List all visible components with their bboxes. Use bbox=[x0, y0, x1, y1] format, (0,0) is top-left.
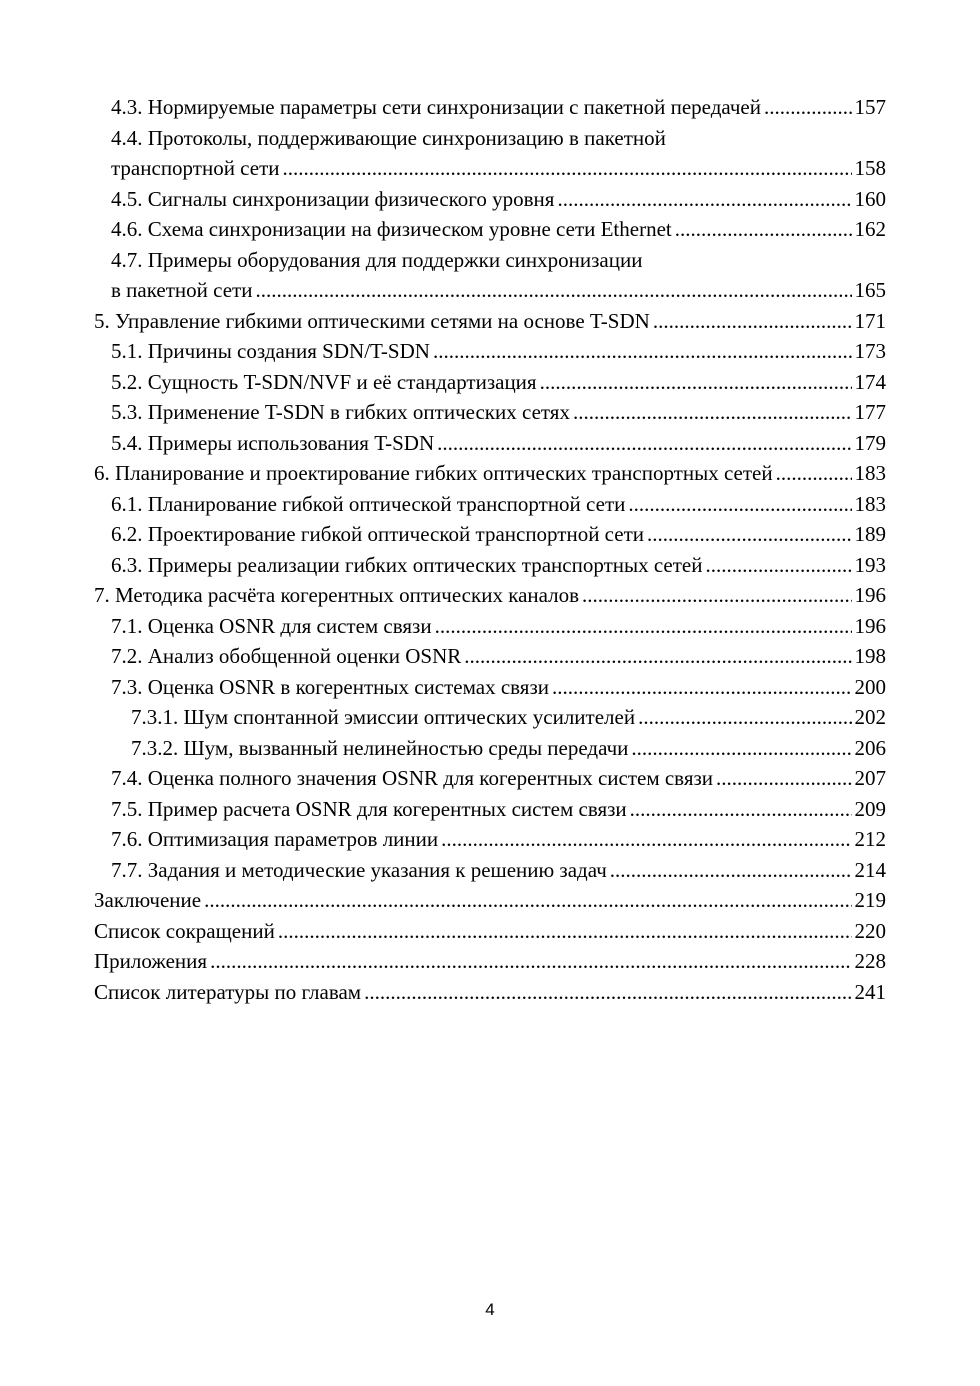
toc-entry-title-line1: 4.7. Примеры оборудования для поддержки синхронизации bbox=[111, 247, 643, 272]
dot-leader bbox=[441, 824, 851, 855]
toc-entry-title: 6. Планирование и проектирование гибких оптических транспортных сетей bbox=[94, 461, 773, 485]
toc-entry-page: 160 bbox=[854, 186, 886, 211]
toc-entry-title: 5.2. Сущность T-SDN/NVF и её стандартизация bbox=[111, 369, 537, 394]
toc-entry-title-line1: 4.4. Протоколы, поддерживающие синхронизацию в пакетной bbox=[111, 125, 666, 150]
toc-entry-title: 7.3. Оценка OSNR в когерентных системах связи bbox=[111, 674, 549, 699]
dot-leader bbox=[255, 275, 851, 306]
toc-entry-title: Список сокращений bbox=[94, 918, 275, 943]
toc-entry-page: 228 bbox=[854, 949, 886, 973]
toc-entry-5[interactable] bbox=[94, 306, 886, 337]
dot-leader bbox=[675, 214, 852, 245]
toc-entry-page: 212 bbox=[854, 827, 886, 851]
toc-entry-page: 196 bbox=[854, 583, 886, 607]
toc-entry-title: 7.3.2. Шум, вызванный нелинейностью среды передачи bbox=[131, 735, 629, 760]
toc-entry-page: 177 bbox=[854, 400, 886, 424]
toc-entry-page: 157 bbox=[854, 95, 886, 119]
toc-entry-7-7[interactable] bbox=[94, 855, 886, 886]
dot-leader bbox=[776, 458, 852, 489]
toc-entry-title: 4.3. Нормируемые параметры сети синхронизации с пакетной передачей bbox=[111, 95, 761, 119]
dot-leader bbox=[573, 397, 852, 428]
toc-entry-title: в пакетной сети bbox=[111, 278, 253, 302]
dot-leader bbox=[283, 153, 852, 184]
toc-entry-4-5[interactable] bbox=[94, 184, 886, 215]
toc-entry-7-6[interactable] bbox=[94, 824, 886, 855]
toc-entry-7[interactable] bbox=[94, 580, 886, 611]
toc-entry-7-1[interactable] bbox=[94, 611, 886, 642]
toc-entry-6[interactable] bbox=[94, 458, 886, 489]
page-number: 4 bbox=[485, 1300, 495, 1319]
dot-leader bbox=[364, 977, 851, 1008]
dot-leader bbox=[557, 184, 851, 215]
toc-entry-page: 206 bbox=[854, 735, 886, 760]
toc-entry-conclusion[interactable] bbox=[94, 885, 886, 916]
dot-leader bbox=[716, 763, 851, 794]
dot-leader bbox=[204, 885, 851, 916]
toc-entry-page: 189 bbox=[854, 522, 886, 546]
toc-entry-title: Заключение bbox=[94, 888, 202, 912]
dot-leader bbox=[437, 428, 851, 459]
toc-entry-5-2[interactable] bbox=[94, 367, 886, 398]
toc-entry-4-7[interactable] bbox=[94, 275, 886, 306]
toc-entry-title: транспортной сети bbox=[111, 156, 280, 180]
toc-entry-title: 6.1. Планирование гибкой оптической транспортной сети bbox=[111, 491, 626, 516]
dot-leader bbox=[653, 306, 852, 337]
toc-entry-7-2[interactable] bbox=[94, 641, 886, 672]
toc-entry-page: 162 bbox=[854, 217, 886, 241]
toc-entry-title: Список литературы по главам bbox=[94, 979, 362, 1004]
dot-leader bbox=[582, 580, 851, 611]
toc-entry-4-4-line1[interactable] bbox=[94, 123, 886, 154]
table-of-contents bbox=[94, 92, 886, 1007]
toc-entry-title: 4.5. Сигналы синхронизации физического уровня bbox=[111, 186, 555, 211]
toc-entry-page: 183 bbox=[854, 491, 886, 516]
toc-entry-page: 209 bbox=[854, 796, 886, 821]
dot-leader bbox=[631, 733, 851, 764]
toc-entry-abbreviations[interactable] bbox=[94, 916, 886, 947]
toc-entry-title: 7.1. Оценка OSNR для систем связи bbox=[111, 613, 432, 638]
dot-leader bbox=[638, 702, 851, 733]
toc-entry-title: 7. Методика расчёта когерентных оптических каналов bbox=[94, 583, 580, 607]
dot-leader bbox=[210, 946, 851, 977]
toc-entry-title: 6.2. Проектирование гибкой оптической транспортной сети bbox=[111, 522, 644, 546]
toc-entry-title: 5. Управление гибкими оптическими сетями на основе T-SDN bbox=[94, 308, 650, 333]
toc-entry-title: 7.3.1. Шум спонтанной эмиссии оптических усилителей bbox=[131, 705, 636, 729]
toc-entry-appendices[interactable] bbox=[94, 946, 886, 977]
toc-entry-page: 171 bbox=[854, 308, 886, 333]
toc-entry-page: 241 bbox=[854, 979, 886, 1004]
toc-entry-page: 179 bbox=[854, 430, 886, 455]
dot-leader bbox=[628, 489, 851, 520]
toc-entry-page: 193 bbox=[854, 552, 886, 577]
toc-entry-references[interactable] bbox=[94, 977, 886, 1008]
toc-entry-5-1[interactable] bbox=[94, 336, 886, 367]
toc-entry-title: 7.6. Оптимизация параметров линии bbox=[111, 827, 439, 851]
toc-entry-4-7-line1[interactable] bbox=[94, 245, 886, 276]
toc-entry-page: 214 bbox=[854, 857, 886, 882]
toc-entry-page: 200 bbox=[854, 674, 886, 699]
toc-entry-page: 158 bbox=[854, 156, 886, 180]
toc-entry-6-3[interactable] bbox=[94, 550, 886, 581]
toc-entry-7-3-1[interactable] bbox=[94, 702, 886, 733]
toc-entry-page: 198 bbox=[854, 644, 886, 668]
toc-entry-page: 219 bbox=[854, 888, 886, 912]
toc-entry-title: 4.6. Схема синхронизации на физическом уровне сети Ethernet bbox=[111, 217, 672, 241]
toc-entry-page: 220 bbox=[854, 918, 886, 943]
toc-entry-title: 7.2. Анализ обобщенной оценки OSNR bbox=[111, 644, 462, 668]
toc-entry-7-3-2[interactable] bbox=[94, 733, 886, 764]
dot-leader bbox=[435, 611, 852, 642]
dot-leader bbox=[278, 916, 852, 947]
toc-entry-page: 196 bbox=[854, 613, 886, 638]
dot-leader bbox=[706, 550, 852, 581]
toc-entry-4-3[interactable] bbox=[94, 92, 886, 123]
toc-entry-4-6[interactable] bbox=[94, 214, 886, 245]
dot-leader bbox=[433, 336, 852, 367]
toc-entry-page: 183 bbox=[854, 461, 886, 485]
toc-entry-title: 7.7. Задания и методические указания к решению задач bbox=[111, 857, 607, 882]
toc-entry-6-2[interactable] bbox=[94, 519, 886, 550]
toc-entry-7-5[interactable] bbox=[94, 794, 886, 825]
toc-entry-5-4[interactable] bbox=[94, 428, 886, 459]
dot-leader bbox=[464, 641, 851, 672]
dot-leader bbox=[647, 519, 852, 550]
toc-entry-5-3[interactable] bbox=[94, 397, 886, 428]
dot-leader bbox=[540, 367, 852, 398]
toc-entry-page: 173 bbox=[854, 339, 886, 363]
dot-leader bbox=[610, 855, 852, 886]
dot-leader bbox=[630, 794, 852, 825]
toc-entry-7-4[interactable] bbox=[94, 763, 886, 794]
toc-entry-title: 5.1. Причины создания SDN/T-SDN bbox=[111, 339, 430, 363]
toc-entry-page: 202 bbox=[854, 705, 886, 729]
dot-leader bbox=[764, 92, 852, 123]
toc-entry-page: 165 bbox=[854, 278, 886, 302]
toc-entry-6-1[interactable] bbox=[94, 489, 886, 520]
toc-entry-page: 207 bbox=[854, 766, 886, 790]
toc-entry-title: 5.4. Примеры использования T-SDN bbox=[111, 430, 435, 455]
toc-entry-4-4[interactable] bbox=[94, 153, 886, 184]
toc-entry-title: Приложения bbox=[94, 949, 208, 973]
toc-entry-page: 174 bbox=[854, 369, 886, 394]
toc-entry-title: 7.4. Оценка полного значения OSNR для когерентных систем связи bbox=[111, 766, 714, 790]
toc-entry-title: 5.3. Применение T-SDN в гибких оптических сетях bbox=[111, 400, 570, 424]
toc-entry-title: 6.3. Примеры реализации гибких оптических транспортных сетей bbox=[111, 552, 703, 577]
toc-entry-title: 7.5. Пример расчета OSNR для когерентных систем связи bbox=[111, 796, 627, 821]
dot-leader bbox=[552, 672, 852, 703]
toc-entry-7-3[interactable] bbox=[94, 672, 886, 703]
